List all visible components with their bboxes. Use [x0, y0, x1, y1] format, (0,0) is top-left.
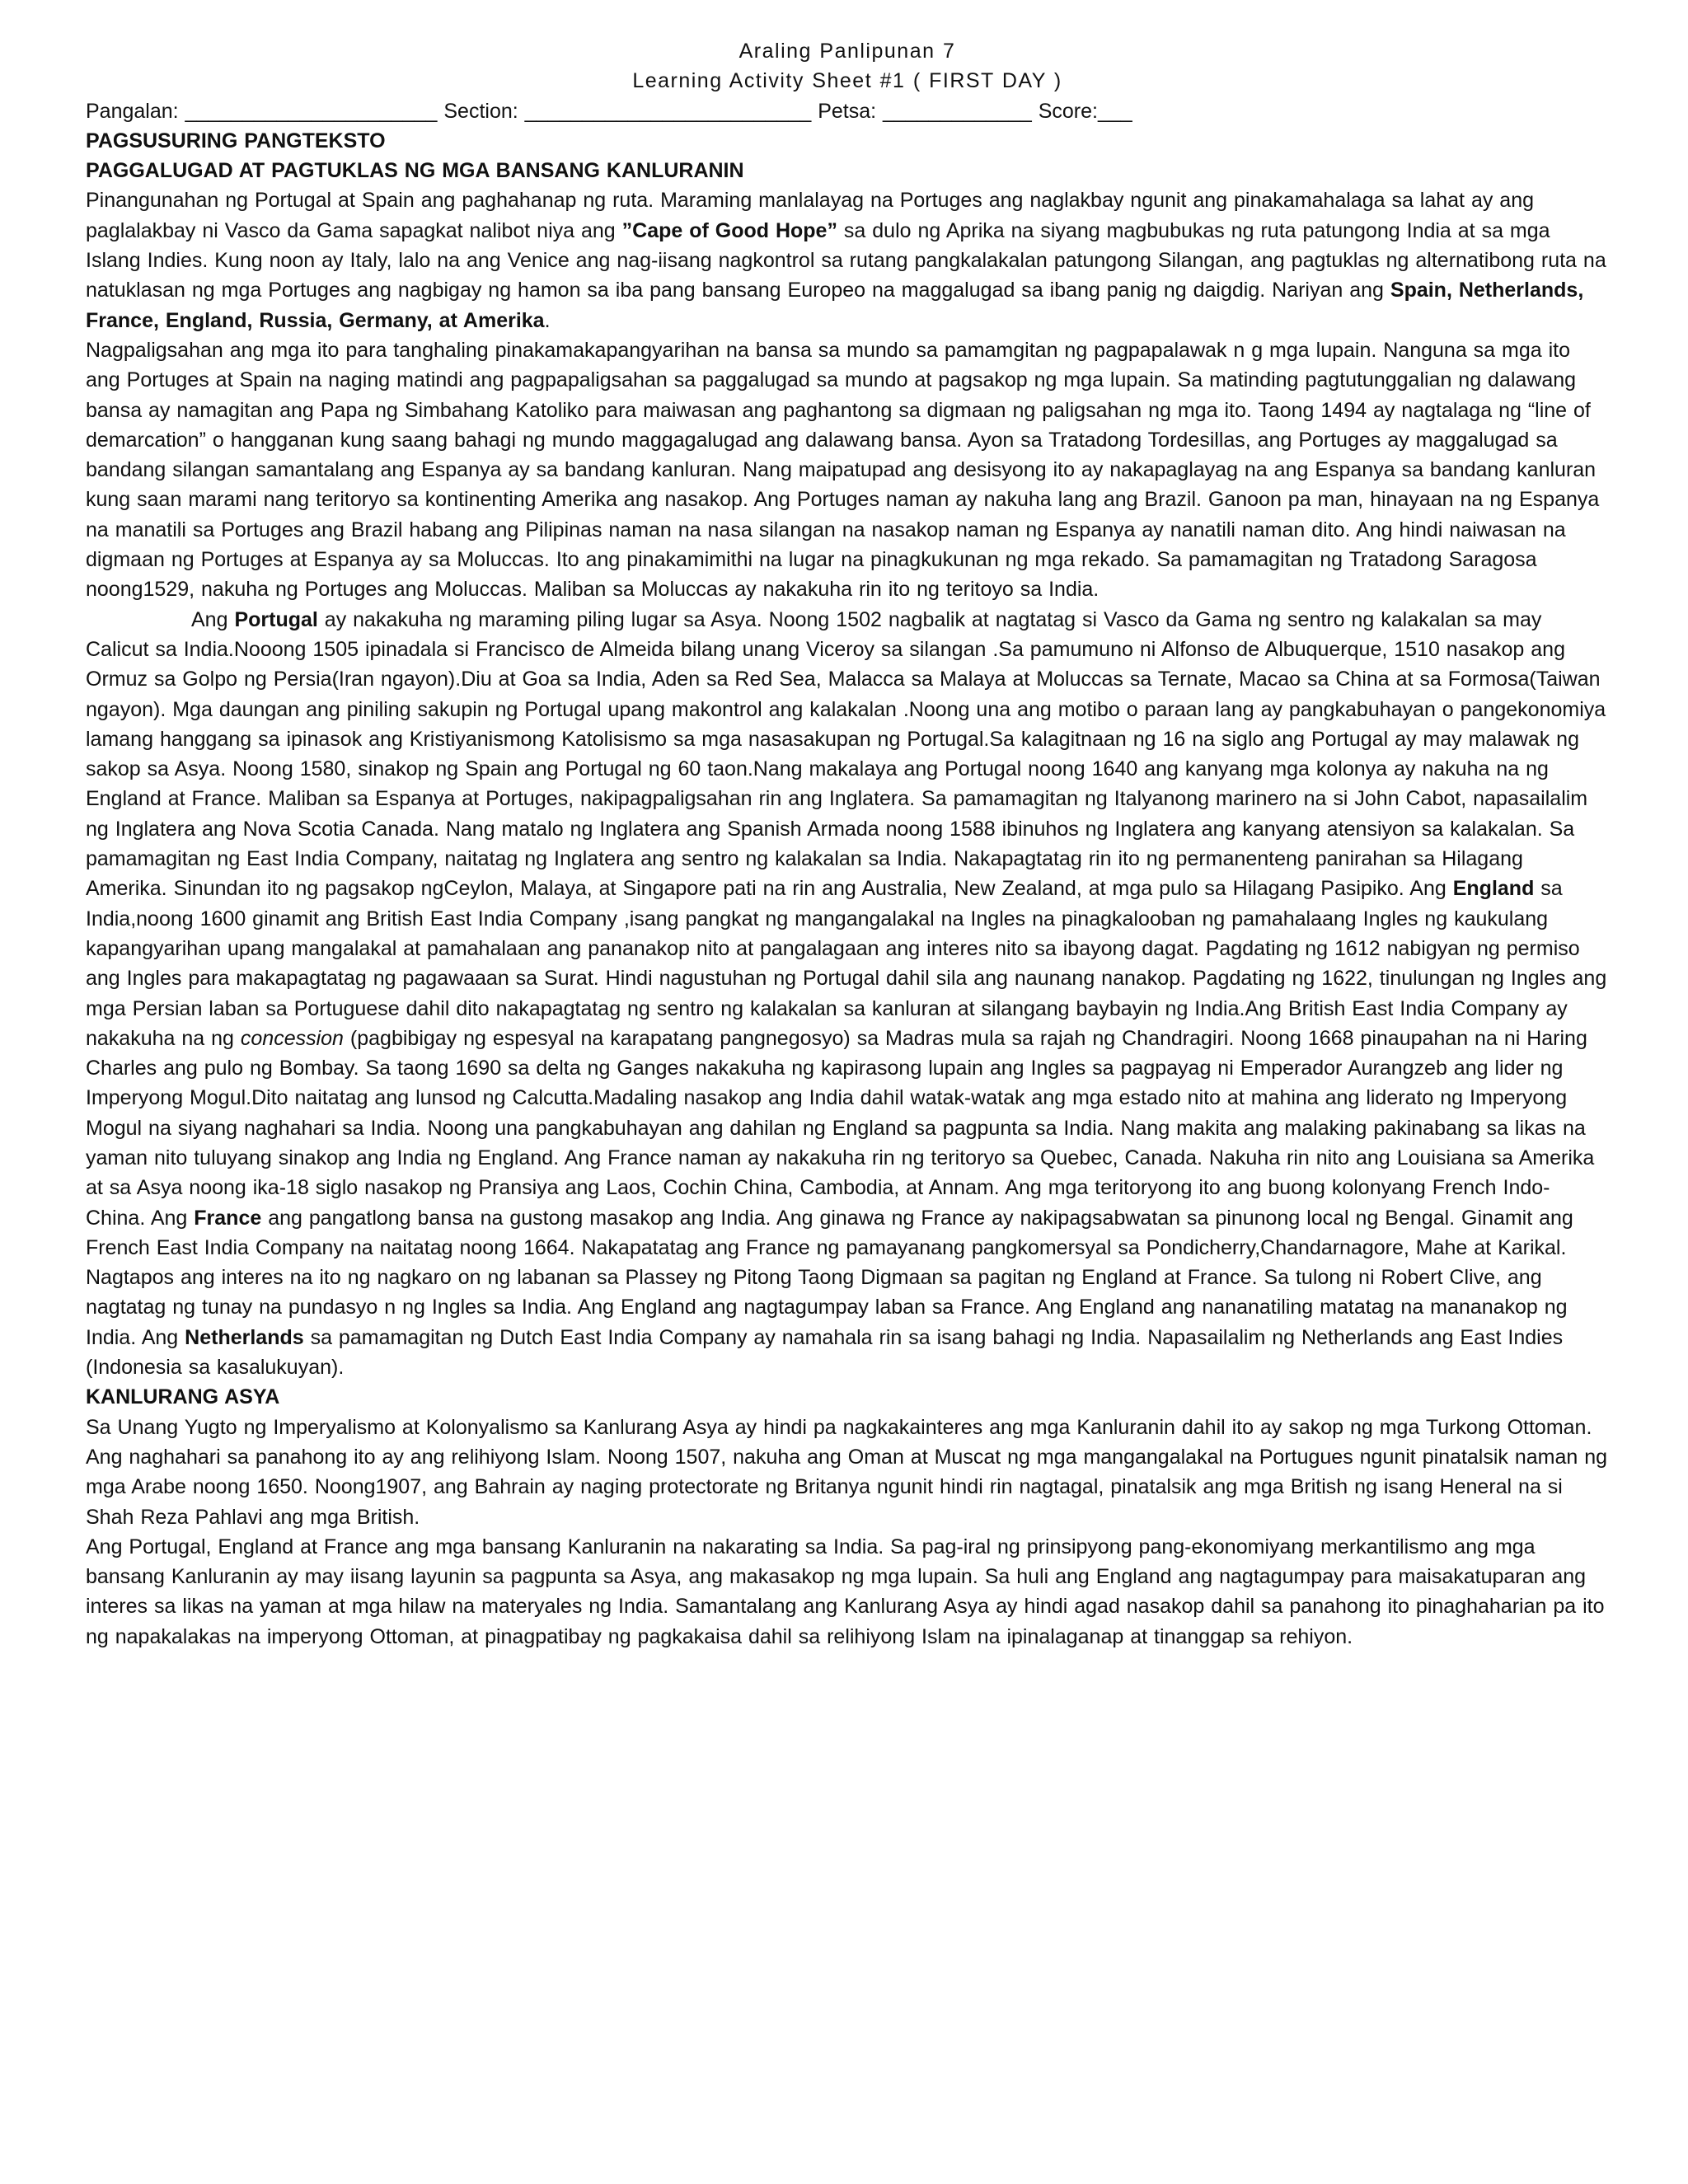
topic-heading: PAGGALUGAD AT PAGTUKLAS NG MGA BANSANG KANLURANIN	[86, 159, 744, 183]
paragraph-summary: Ang Portugal, England at France ang mga bansang Kanluranin na nakarating sa India. Sa pag-iral ng prinsipyong pang-ekonomiyang merkantilismo ang mga bansang Kanluranin ay may iisang layunin sa pagpunta sa Asya, ang makasakop ng mga lupain. Sa huli ang England ang nagtagumpay para maisakatuparan ang interes sa likas na yaman at mga hilaw na materyales ng India. Samantalang ang Kanlurang Asya ay hindi agad nasakop dahil sa panahong ito pinaghaharian pa ito ng napakalakas na imperyong Ottoman, at pinagpatibay ng pagkakaisa dahil sa relihiyong Islam na ipinalaganap at tinanggap sa rehiyon.	[86, 1535, 1605, 1648]
paragraph-colonizers: Ang Portugal ay nakakuha ng maraming piling lugar sa Asya. Noong 1502 nagbalik at nagtatag si Vasco da Gama ng sentro ng kalakalan sa may Calicut sa India.Nooong 1505 ipinadala si Francisco de Almeida bilang unang Viceroy sa silangan .Sa pamumuno ni Alfonso de Albuquerque, 1510 nasakop ang Ormuz sa Golpo ng Persia(Iran ngayon).Diu at Goa sa India, Aden sa Red Sea, Malacca sa Malaya at Moluccas sa Ternate, Macao sa China at sa Formosa(Taiwan ngayon). Mga daungan ang piniling sakupin ng Portugal upang makontrol ang kalakalan .Noong una ang motibo o paraan lang ay pangkabuhayan o pangekonomiya lamang hanggang sa ipinasok ang Kristiyanismong Katolisismo sa mga nasasakupan ng Portugal.Sa kalagitnaan ng 16 na siglo ang Portugal ay may malawak ng sakop sa Asya. Noong 1580, sinakop ng Spain ang Portugal ng 60 taon.Nang makalaya ang Portugal noong 1640 ang kanyang mga kolonya ay nakuha na ng England at France. Maliban sa Espanya at Portuges, nakipagpaligsahan rin ang Inglatera. Sa pamamagitan ng Italyanong marinero na si John Cabot, napasailalim ng Inglatera ang Nova Scotia Canada. Nang matalo ng Inglatera ang Spanish Armada noong 1588 ibinuhos ng Inglatera ang kanyang atensiyon sa kalakalan. Sa pamamagitan ng East India Company, naitatag ng Inglatera ang sentro ng kalakalan sa India. Nakapagtatag rin ito ng permanenteng panirahan sa Hilagang Amerika. Sinundan ito ng pagsakop ngCeylon, Malaya, at Singapore pati na rin ang Australia, New Zealand, at mga pulo sa Hilagang Pasipiko. Ang England sa India,noong 1600 ginamit ang British East India Company ,isang pangkat ng mangangalakal na Ingles na pinagkalooban ng pamahalaang Ingles ng kaukulang kapangyarihan upang mangalakal at pamahalaan ang pananakop nito at pangalagaan ang interes nito sa ibayong dagat. Pagdating ng 1612 nabigyan ng permiso ang Ingles para makapagtatag ng pagawaaan sa Surat. Hindi nagustuhan ng Portugal dahil sila ang naunang nanakop. Pagdating ng 1622, tinulungan ng Ingles ang mga Persian laban sa Portuguese dahil dito nakapagtatag ng sentro ng kalakalan sa kanluran at silangang baybayin ng India.Ang British East India Company ay nakakuha na ng concession (pagbibigay ng espesyal na karapatang pangnegosyo) sa Madras mula sa rajah ng Chandragiri. Noong 1668 pinaupahan na ni Haring Charles ang pulo ng Bombay. Sa taong 1690 sa delta ng Ganges nakakuha ng kapirasong lupain ang Ingles sa pagpayag ni Emperador Aurangzeb ang lider ng Imperyong Mogul.Dito naitatag ang lunsod ng Calcutta.Madaling nasakop ang India dahil watak-watak ang mga estado nito at mahina ang liderato ng Imperyong Mogul na siyang naghahari sa India. Noong una pangkabuhayan ang dahilan ng England sa pagpunta sa India. Nang makita ang malaking pakinabang sa likas na yaman nito tuluyang sinakop ang India ng England. Ang France naman ay nakakuha rin ng teritoryo sa Quebec, Canada. Nakuha rin nito ang Louisiana sa Amerika at sa Asya noong ika-18 siglo nasakop ng Pransiya ang Laos, Cochin China, Cambodia, at Annam. Ang mga teritoryong ito ang buong kolonyang French Indo-China. Ang France ang pangatlong bansa na gustong masakop ang India. Ang ginawa ng France ay nakipagsabwatan sa pinunong local ng Bengal. Ginamit ang French East India Company na naitatag noong 1664. Nakapatatag ang France ng pamayanang pangkomersyal sa Pondicherry,Chandarnagore, Mahe at Karikal. Nagtapos ang interes na ito ng nagkaro on ng labanan sa Plassey ng Pitong Taong Digmaan sa pagitan ng England at France. Sa tulong ni Robert Clive, ang nagtatag ng tunay na pundasyo n ng Ingles sa India. Ang England ang nagtagumpay laban sa France. Ang England ang nananatiling matatag na mananakop ng India. Ang Netherlands sa pamamagitan ng Dutch East India Company ay namahala rin sa isang bahagi ng India. Napasailalim ng Netherlands ang East Indies (Indonesia sa kasalukuyan).	[86, 607, 1607, 1380]
student-info-fields: Pangalan: ______________________ Section: _________________________ Petsa: _____________ Score:___	[86, 99, 1132, 123]
bold-term: Netherlands	[185, 1325, 304, 1349]
bold-term: France	[194, 1206, 262, 1230]
bold-term: Portugal	[234, 607, 318, 631]
paragraph-west-asia: Sa Unang Yugto ng Imperyalismo at Kolonyalismo sa Kanlurang Asya ay hindi pa nagkakainteres ang mga Kanluranin dahil ito ay sakop ng mga Turkong Ottoman. Ang naghahari sa panahong ito ay ang relihiyong Islam. Noong 1507, nakuha ang Oman at Muscat ng mga mangangalakal na Portugues ngunit pinatalsik naman ng mga Arabe noong 1650. Noong1907, ang Bahrain ay naging protectorate ng Britanya ngunit hindi rin nagtagal, pinatalsik ang mga British ng isang Heneral na si Shah Reza Pahlavi ang mga British.	[86, 1415, 1608, 1529]
worksheet-title: Araling Panlipunan 7	[738, 40, 956, 63]
bold-term: ”Cape of Good Hope”	[621, 218, 837, 242]
bold-term: Spain, Netherlands, France, England, Russia, Germany, at Amerika	[86, 279, 1584, 332]
paragraph-rivalry: Nagpaligsahan ang mga ito para tanghaling pinakamakapangyarihan na bansa sa mundo sa pamamgitan ng pagpapalawak n g mga lupain. Nanguna sa mga ito ang Portuges at Spain na naging matindi ang pagpapaligsahan sa paggalugad sa mundo at pagsakop ng mga lupain. Sa matinding pagtutunggalian ng dalawang bansa ay namagitan ang Papa ng Simbahang Katoliko para maiwasan ang paghantong sa digmaan ng paligsahan ng mga ito. Taong 1494 ay nagtalaga ng “line of demarcation” o hangganan kung saang bahagi ng mundo maggagalugad ang dalawang bansa. Ayon sa Tratadong Tordesillas, ang Portuges ay maggalugad sa bandang silangan samantalang ang Espanya ay sa bandang kanluran. Nang maipatupad ang desisyong ito ay nakapaglayag na ang Espanya sa bandang kanluran kung saan marami nang teritoryo sa kontinenting Amerika ang nasakop. Ang Portuges naman ay nakuha lang ang Brazil. Ganoon pa man, hinayaan na ng Espanya na manatili sa Portuges ang Brazil habang ang Pilipinas naman na nasa silangan na nasakop naman ng Espanya ay nanatili naman dito. Ang hindi naiwasan na digmaan ng Portuges at Espanya ay sa Moluccas. Ito ang pinakamimithi na lugar na pinagkukunan ng mga rekado. Sa pamamagitan ng Tratadong Saragosa noong1529, nakuha ng Portuges ang Moluccas. Maliban sa Moluccas ay nakakuha rin ito ng teritoyo sa India.	[86, 338, 1600, 602]
worksheet-subtitle: Learning Activity Sheet #1 ( FIRST DAY )	[632, 69, 1062, 93]
section-heading: PAGSUSURING PANGTEKSTO	[86, 129, 386, 152]
west-asia-heading: KANLURANG ASYA	[86, 1385, 280, 1409]
paragraph-exploration: Pinangunahan ng Portugal at Spain ang paghahanap ng ruta. Maraming manlalayag na Portuges ang naglakbay ngunit ang pinakamahalaga sa lahat ay ang paglalakbay ni Vasco da Gama sapagkat nalibot niya ang ”Cape of Good Hope” sa dulo ng Aprika na siyang magbubukas ng ruta patungong India at sa mga Islang Indies. Kung noon ay Italy, lalo na ang Venice ang nag-iisang nagkontrol sa rutang pangkalakalan patungong Silangan, ang pagtuklas ng alternatibong ruta na natuklasan ng mga Portuges ang nagbigay ng hamon sa iba pang bansang Europeo na maggalugad sa ibang panig ng daigdig. Nariyan ang Spain, Netherlands, France, England, Russia, Germany, at Amerika.	[86, 189, 1606, 332]
bold-term: England	[1452, 877, 1535, 901]
italic-term: concession	[240, 1026, 344, 1050]
